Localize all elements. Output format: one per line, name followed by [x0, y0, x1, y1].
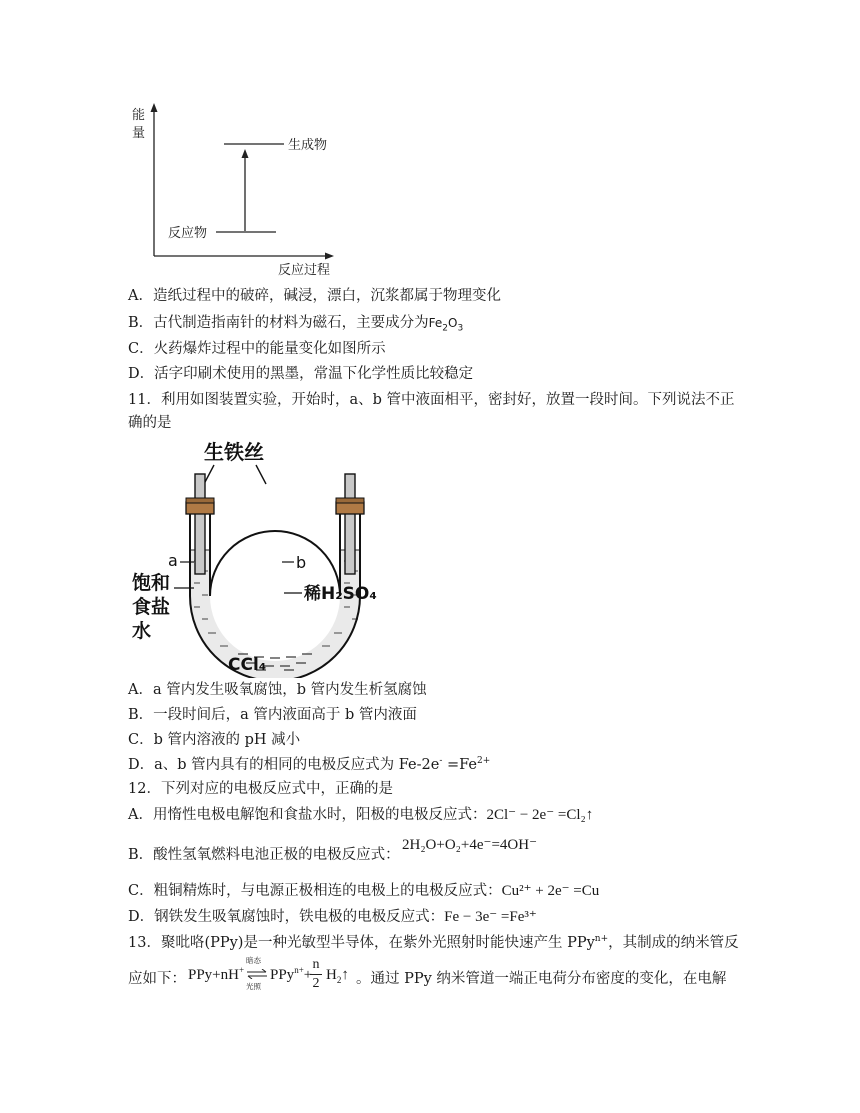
energy-diagram: [120, 98, 360, 283]
x-axis-arrow: [325, 253, 334, 260]
q10-option-c: C．火药爆炸过程中的能量变化如图所示: [128, 341, 386, 357]
product-label: 生成物: [288, 138, 328, 153]
x-axis-label: 反应过程: [278, 263, 331, 278]
q10-option-b: B．古代制造指南针的材料为磁石，主要成分为$Fe_2O_3$: [128, 315, 464, 334]
label-b: b: [296, 553, 307, 572]
y-axis-label-2: 量: [132, 126, 146, 141]
bottom-label: CCl₄: [228, 655, 267, 675]
q12-option-d: D．钢铁发生吸氧腐蚀时，铁电极的电极反应式：Fe − 3e⁻ =Fe³⁺: [128, 909, 537, 925]
reactant-label: 反应物: [168, 226, 208, 241]
label-a: a: [168, 551, 178, 570]
q11-stem-line1: 11．利用如图装置实验，开始时，a、b 管中液面相平，密封好，放置一段时间。下列说法不正: [128, 392, 735, 408]
q10-option-d: D．活字印刷术使用的黑墨，常温下化学性质比较稳定: [128, 366, 474, 382]
q11-stem-line2: 确的是: [128, 415, 172, 431]
fraction-n-over-2: n 2: [310, 957, 322, 992]
q12-option-b-equation: 2H₂O+O₂+4e⁻=4OH⁻: [402, 837, 537, 853]
q13-line1: 13．聚吡咯(PPy)是一种光敏型半导体，在紫外光照射时能快速产生 PPy$^{n+}$，其制成的纳米管反: [128, 934, 739, 951]
q13-line2: 应如下： PPy+nH+ 暗态 光照 PPy$^{n+}$+ n 2 $H_2↑$ 。通过 PPy 纳米管道一端正电荷分布密度的变化，在电解: [128, 955, 748, 999]
q12-option-c-equation: Cu²⁺ + 2e⁻ =Cu: [501, 883, 600, 899]
left-label-1: 饱和: [132, 572, 171, 594]
stopper-left: [186, 502, 214, 514]
stopper-right-top: [336, 498, 364, 503]
stopper-right: [336, 502, 364, 514]
wire-right: [345, 474, 355, 574]
q12-option-a-equation: 2Cl⁻ − 2e⁻ =Cl₂↑: [486, 807, 594, 823]
left-label-2: 食盐: [132, 596, 171, 618]
q11-option-d: D．a、b 管内具有的相同的电极反应式为 $Fe-2e^- =Fe^{2+}$: [128, 756, 491, 773]
reversible-arrow: 暗态 光照: [246, 957, 268, 995]
q10-option-a: A．造纸过程中的破碎，碱浸，漂白，沉浆都属于物理变化: [128, 288, 501, 304]
q12-option-a: A．用惰性电极电解饱和食盐水时，阳极的电极反应式：2Cl⁻ − 2e⁻ =Cl₂↑: [128, 807, 594, 823]
u-tube-inner: [210, 506, 340, 596]
wire-left: [195, 474, 205, 574]
wire-pointer-right: [256, 465, 266, 484]
q11-option-a: A．a 管内发生吸氧腐蚀，b 管内发生析氢腐蚀: [128, 682, 427, 698]
q12-option-b: B．酸性氢氧燃料电池正极的电极反应式：: [128, 847, 400, 863]
y-axis-arrow: [151, 103, 158, 112]
right-label: 稀H₂SO₄: [304, 584, 377, 604]
q11-option-c: C．b 管内溶液的 pH 减小: [128, 732, 301, 748]
wire-label: 生铁丝: [204, 440, 264, 464]
stopper-left-top: [186, 498, 214, 503]
u-tube-apparatus: [128, 436, 388, 678]
q12-option-c: C．粗铜精炼时，与电源正极相连的电极上的电极反应式：Cu²⁺ + 2e⁻ =Cu: [128, 883, 600, 899]
energy-arrow-head: [242, 149, 249, 158]
q12-option-d-equation: Fe − 3e⁻ =Fe³⁺: [444, 909, 537, 925]
y-axis-label-1: 能: [132, 108, 146, 123]
q11-option-b: B．一段时间后，a 管内液面高于 b 管内液面: [128, 707, 417, 723]
q12-stem: 12．下列对应的电极反应式中，正确的是: [128, 781, 393, 797]
left-label-3: 水: [132, 620, 152, 642]
